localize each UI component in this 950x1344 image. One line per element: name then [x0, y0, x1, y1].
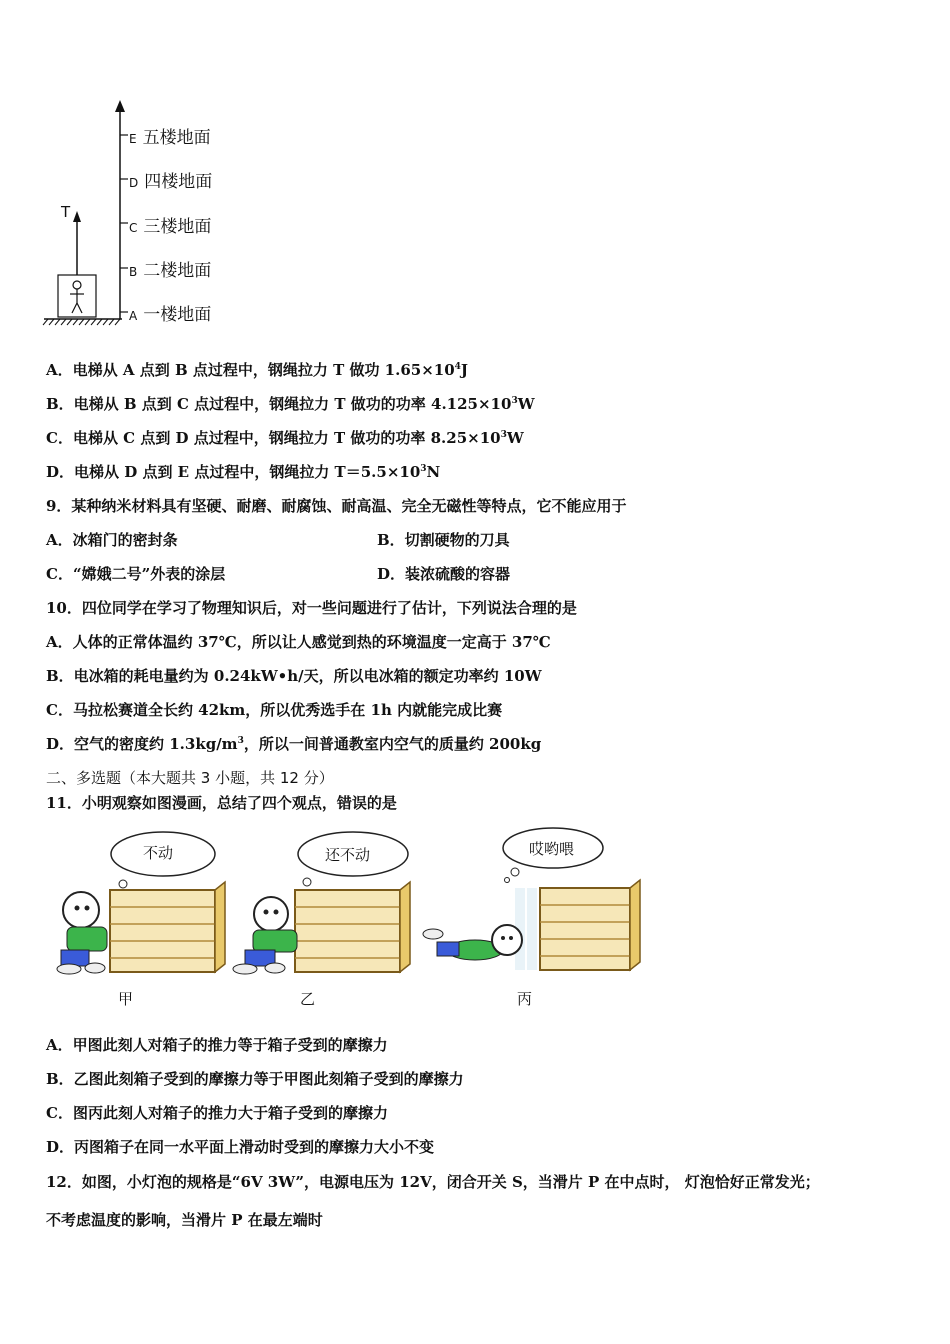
q9-option-b: B．切割硬物的刀具 — [377, 531, 510, 549]
section-heading: 二、多选题（本大题共 3 小题，共 12 分） — [46, 769, 334, 787]
panel-1-drawing — [57, 832, 225, 974]
q10-option-c: C．马拉松赛道全长约 42km，所以优秀选手在 1h 内就能完成比赛 — [46, 701, 503, 719]
panel-3-caption: 丙 — [517, 990, 533, 1008]
q10-option-d — [46, 734, 541, 754]
floor-name: 二楼地面 — [143, 261, 212, 281]
q10-stem: 10．四位同学在学习了物理知识后，对一些问题进行了估计，下列说法合理的是 — [46, 599, 577, 617]
floor-label-e — [129, 123, 211, 148]
exponent: 3 — [237, 736, 244, 746]
panel-2-drawing — [233, 832, 410, 974]
panel-2-bubble: 还不动 — [325, 846, 371, 864]
q12-line-2: 不考虑温度的影响，当滑片 P 在最左端时 — [46, 1211, 323, 1229]
option-text: C．电梯从 C 点到 D 点过程中，钢绳拉力 T 做功的功率 8.25×10 — [46, 429, 501, 447]
option-text: A．电梯从 A 点到 B 点过程中，钢绳拉力 T 做功 1.65×10 — [46, 361, 455, 379]
floor-name: 三楼地面 — [143, 217, 212, 237]
q10-option-b: B．电冰箱的耗电量约为 0.24kW•h/天，所以电冰箱的额定功率约 10W — [46, 667, 542, 685]
q12-line-1: 12．如图，小灯泡的规格是“6V 3W”，电源电压为 12V，闭合开关 S，当滑片 P 在中点时， 灯泡恰好正常发光； — [46, 1173, 820, 1191]
option-text-rest: ，所以一间普通教室内空气的质量约 200kg — [243, 735, 542, 753]
q11-option-c: C．图丙此刻人对箱子的推力大于箱子受到的摩擦力 — [46, 1104, 388, 1122]
q11-option-d: D．丙图箱子在同一水平面上滑动时受到的摩擦力大小不变 — [46, 1138, 435, 1156]
option-text: B．电梯从 B 点到 C 点过程中，钢绳拉力 T 做功的功率 4.125×10 — [46, 395, 512, 413]
exponent: 4 — [454, 362, 461, 372]
q11-stem: 11．小明观察如图漫画，总结了四个观点，错误的是 — [46, 794, 397, 812]
q11-option-a: A．甲图此刻人对箱子的推力等于箱子受到的摩擦力 — [46, 1036, 388, 1054]
q8-option-a — [46, 360, 468, 380]
floor-label-d — [129, 167, 212, 192]
floor-name: 一楼地面 — [143, 305, 212, 325]
q11-option-b: B．乙图此刻箱子受到的摩擦力等于甲图此刻箱子受到的摩擦力 — [46, 1070, 464, 1088]
floor-label-a — [129, 300, 211, 325]
unit: N — [426, 463, 441, 481]
elevator-figure — [40, 95, 240, 330]
panel-1-bubble: 不动 — [143, 844, 174, 862]
q9-stem: 9．某种纳米材料具有坚硬、耐磨、耐腐蚀、耐高温、完全无磁性等特点，它不能应用于 — [46, 497, 627, 515]
floor-letter: E — [129, 132, 137, 146]
q8-option-d — [46, 462, 440, 482]
q8-option-b — [46, 394, 535, 414]
floor-letter: D — [129, 176, 139, 190]
q9-option-c: C．“嫦娥二号”外表的涂层 — [46, 565, 226, 583]
exponent: 3 — [500, 430, 507, 440]
exponent: 3 — [511, 396, 518, 406]
unit: W — [517, 395, 535, 413]
floor-label-b — [129, 256, 211, 281]
panel-3-bubble: 哎哟喂 — [529, 840, 575, 858]
q10-option-a: A．人体的正常体温约 37℃，所以让人感觉到热的环境温度一定高于 37℃ — [46, 633, 551, 651]
q9-option-d: D．装浓硫酸的容器 — [377, 565, 511, 583]
floor-name: 四楼地面 — [144, 172, 213, 192]
q9-option-a: A．冰箱门的密封条 — [46, 531, 178, 549]
option-text: D．电梯从 D 点到 E 点过程中，钢绳拉力 T＝5.5×10 — [46, 463, 421, 481]
panel-1-caption: 甲 — [118, 990, 134, 1008]
floor-letter: C — [129, 221, 138, 235]
floor-letter: B — [129, 265, 138, 279]
floor-letter: A — [129, 309, 138, 323]
option-text: D．空气的密度约 1.3kg/m — [46, 735, 238, 753]
unit: W — [506, 429, 524, 447]
exponent: 3 — [420, 464, 427, 474]
floor-label-c — [129, 212, 211, 237]
panel-2-caption: 乙 — [300, 990, 316, 1008]
tension-label: T — [61, 203, 71, 221]
unit: J — [460, 361, 469, 379]
comic-figure — [45, 822, 645, 1017]
q8-option-c — [46, 428, 524, 448]
floor-name: 五楼地面 — [142, 128, 211, 148]
